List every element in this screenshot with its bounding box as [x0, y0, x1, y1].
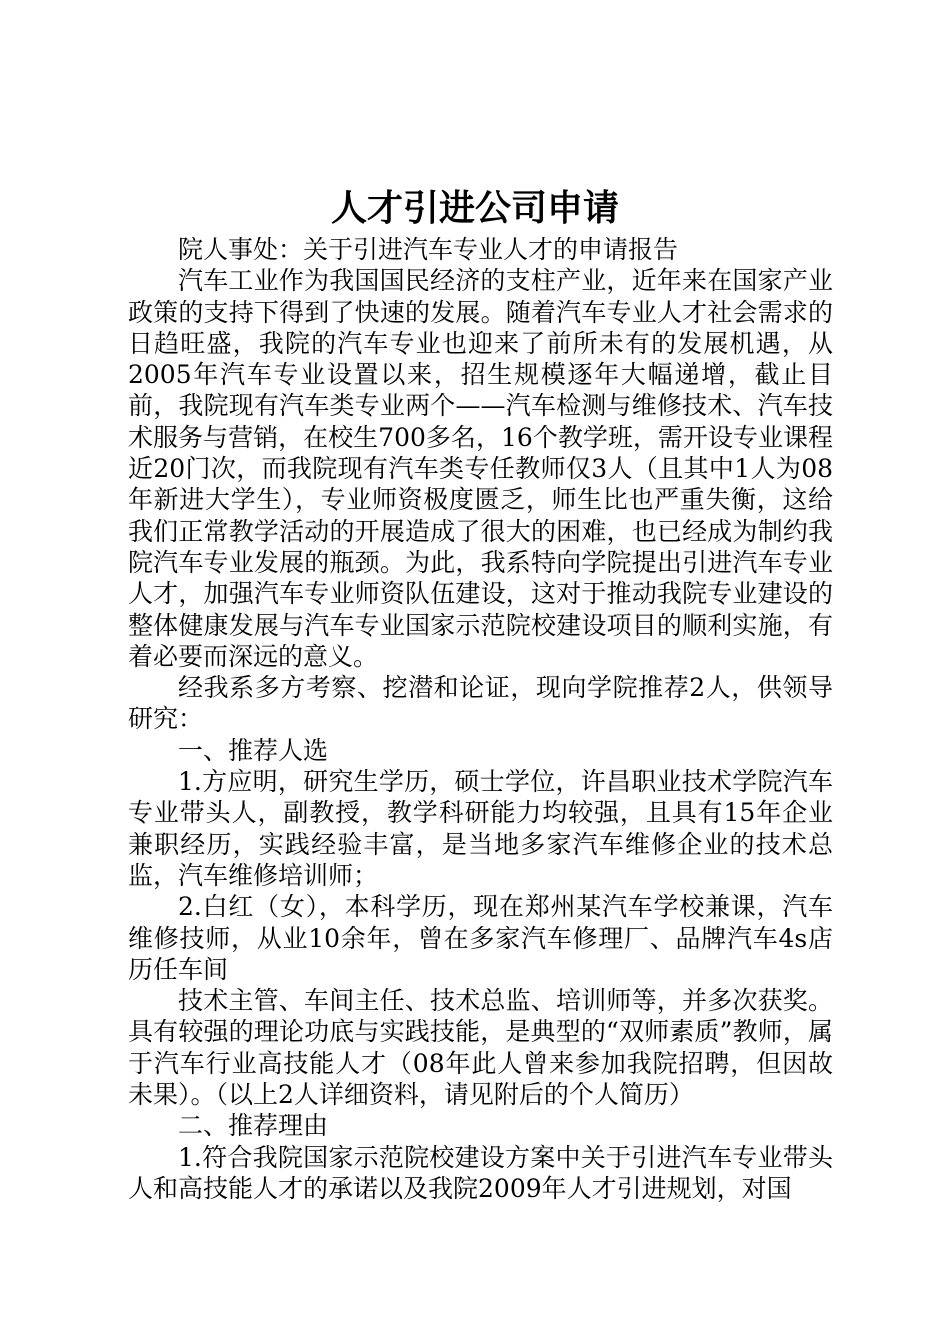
- paragraph-recommendation-intro: 经我系多方考察、挖潜和论证，现向学院推荐2人，供领导研究：: [128, 673, 833, 734]
- document-title: 人才引进公司申请: [330, 187, 619, 229]
- section-heading-reasons: 二、推荐理由: [178, 1111, 329, 1141]
- paragraph-candidate-2: 2.白红（女），本科学历，现在郑州某汽车学校兼课，汽车维修技师，从业10余年，曾在多家汽车修理厂、品牌汽车4s店历任车间: [128, 892, 833, 984]
- paragraph-candidate-2-continued: 技术主管、车间主任、技术总监、培训师等，并多次获奖。具有较强的理论功底与实践技能，是典型的“双师素质”教师，属于汽车行业高技能人才（08年此人曾来参加我院招聘，但因故未果）。（以上2人详细资料，请见附后的个人简历）: [128, 986, 833, 1110]
- document-body: [128, 234, 833, 1204]
- paragraph-recipient: 院人事处：关于引进汽车专业人才的申请报告: [178, 235, 679, 264]
- paragraph-reason-1: 1.符合我院国家示范院校建设方案中关于引进汽车专业带头人和高技能人才的承诺以及我院2009年人才引进规划，对国: [128, 1142, 833, 1203]
- paragraph-candidate-1: 1.方应明，研究生学历，硕士学位，许昌职业技术学院汽车专业带头人，副教授，教学科研能力均较强，且具有15年企业兼职经历，实践经验丰富，是当地多家汽车维修企业的技术总监，汽车维修培训师；: [128, 767, 833, 890]
- paragraph-background: 汽车工业作为我国国民经济的支柱产业，近年来在国家产业政策的支持下得到了快速的发展。随着汽车专业人才社会需求的日趋旺盛，我院的汽车专业也迎来了前所未有的发展机遇，从2005年汽车专业设置以来，招生规模逐年大幅递增，截止目前，我院现有汽车类专业两个——汽车检测与维修技术、汽车技术服务与营销，在校生700多名，16个教学班，需开设专业课程近20门次，而我院现有汽车类专任教师仅3人（且其中1人为08年新进大学生），专业师资极度匮乏，师生比也严重失衡，这给我们正常教学活动的开展造成了很大的困难，也已经成为制约我院汽车专业发展的瓶颈。为此，我系特向学院提出引进汽车专业人才，加强汽车专业师资队伍建设，这对于推动我院专业建设的整体健康发展与汽车专业国家示范院校建设项目的顺利实施，有着必要而深远的意义。: [128, 266, 833, 671]
- section-heading-candidates: 一、推荐人选: [178, 735, 329, 765]
